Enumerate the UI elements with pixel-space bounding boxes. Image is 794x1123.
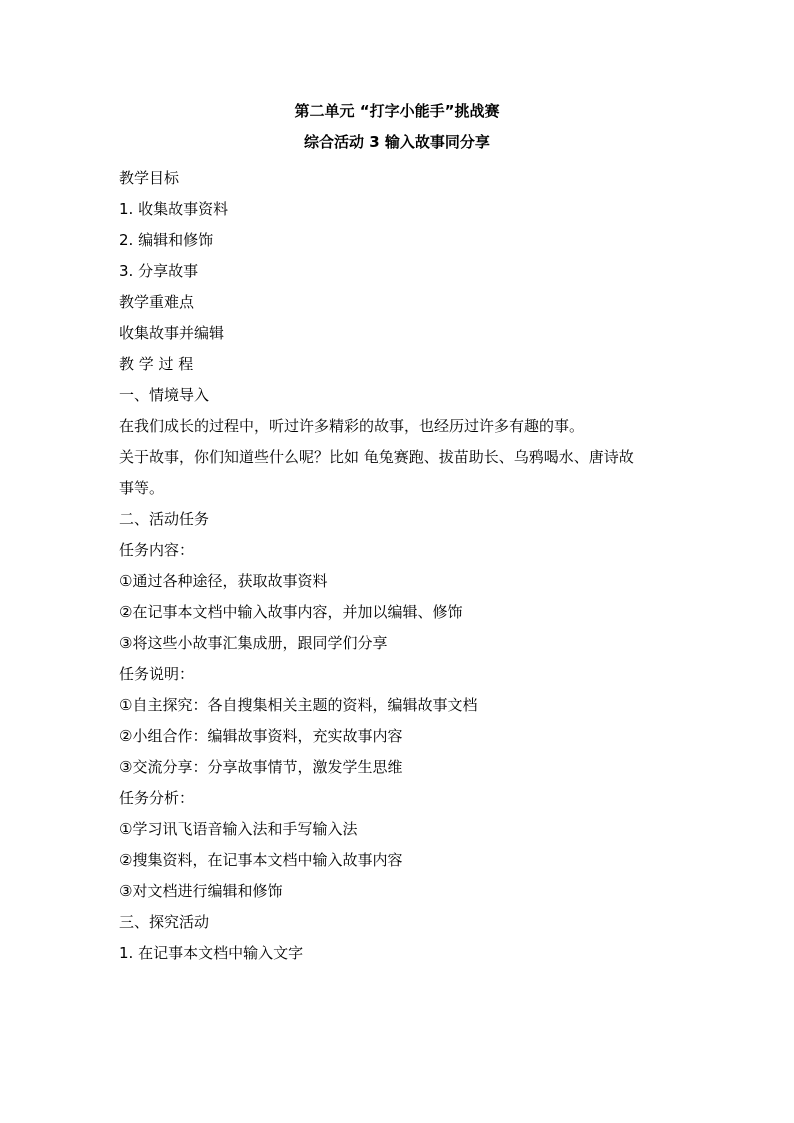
section-heading-key-points: 教学重难点 [119, 293, 195, 311]
list-item: ②在记事本文档中输入故事内容，并加以编辑、修饰 [119, 603, 463, 621]
document-body [119, 163, 689, 969]
paragraph-line: 关于故事，你们知道些什么呢？比如 龟兔赛跑、拔苗助长、乌鸦喝水、唐诗故 [119, 448, 634, 466]
list-item: ①自主探究：各自搜集相关主题的资料，编辑故事文档 [119, 696, 478, 714]
document-title: 第二单元 “打字小能手”挑战赛 [294, 102, 500, 120]
list-item: ②小组合作：编辑故事资料，充实故事内容 [119, 727, 403, 745]
list-item: ①通过各种途径，获取故事资料 [119, 572, 328, 590]
section-heading-goals: 教学目标 [119, 169, 180, 187]
paragraph-line: 在我们成长的过程中，听过许多精彩的故事，也经历过许多有趣的事。 [119, 417, 585, 435]
subheading-explore: 三、探究活动 [119, 913, 210, 931]
label-task-description: 任务说明： [119, 665, 195, 683]
list-item: ③交流分享：分享故事情节，激发学生思维 [119, 758, 403, 776]
list-item: ③将这些小故事汇集成册，跟同学们分享 [119, 634, 388, 652]
label-task-content: 任务内容： [119, 541, 195, 559]
list-item: ②搜集资料，在记事本文档中输入故事内容 [119, 851, 403, 869]
subheading-tasks: 二、活动任务 [119, 510, 210, 528]
goal-item: 2. 编辑和修饰 [119, 231, 214, 249]
subheading-intro: 一、情境导入 [119, 386, 210, 404]
key-point-text: 收集故事并编辑 [119, 324, 225, 342]
list-item: 1. 在记事本文档中输入文字 [119, 944, 304, 962]
goal-item: 1. 收集故事资料 [119, 200, 229, 218]
section-heading-process: 教 学 过 程 [119, 355, 194, 373]
list-item: ③对文档进行编辑和修饰 [119, 882, 283, 900]
list-item: ①学习讯飞语音输入法和手写输入法 [119, 820, 358, 838]
paragraph-line: 事等。 [119, 479, 165, 497]
label-task-analysis: 任务分析： [119, 789, 195, 807]
goal-item: 3. 分享故事 [119, 262, 199, 280]
document-subtitle: 综合活动 3 输入故事同分享 [304, 133, 490, 151]
